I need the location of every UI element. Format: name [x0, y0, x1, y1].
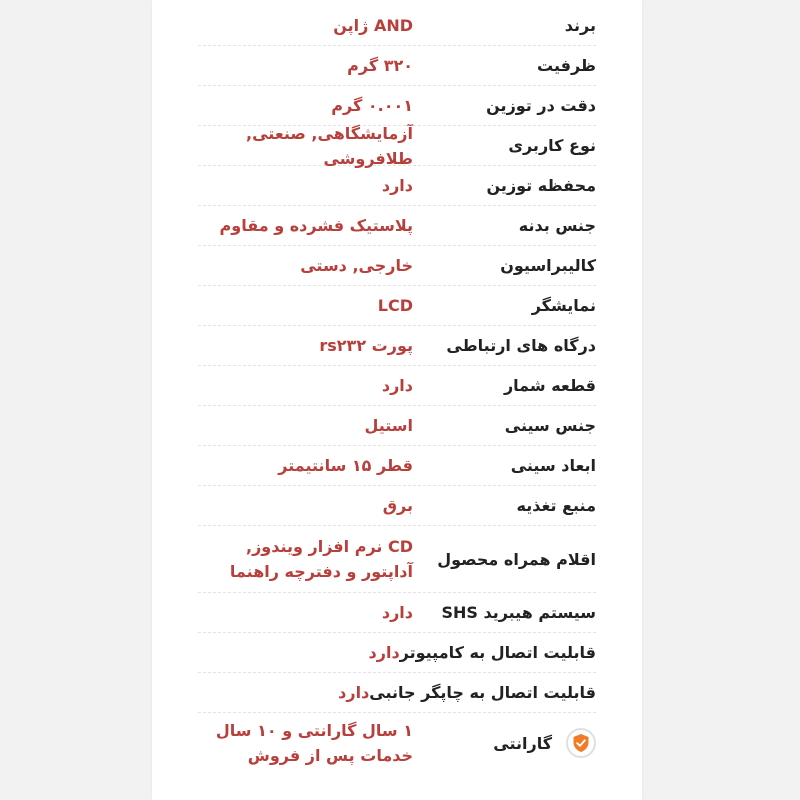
shield-check-icon	[566, 728, 596, 758]
spec-value: قطر ۱۵ سانتیمتر	[278, 456, 413, 475]
spec-row-tray-material	[198, 406, 596, 446]
spec-value: دارد	[338, 683, 370, 702]
spec-value: دارد	[381, 603, 413, 622]
spec-row-calibration	[198, 246, 596, 286]
spec-label: گارانتی	[493, 733, 552, 753]
spec-value: استیل	[364, 416, 413, 435]
spec-label: قطعه شمار	[503, 376, 596, 395]
spec-row-brand	[198, 6, 596, 46]
spec-table	[198, 6, 596, 773]
spec-label: دقت در توزین	[486, 96, 596, 115]
spec-label: محفظه توزین	[486, 176, 596, 195]
spec-row-display	[198, 286, 596, 326]
spec-value: ۳۲۰ گرم	[347, 56, 413, 75]
spec-value: برق	[382, 496, 413, 515]
spec-label: ظرفیت	[537, 56, 596, 75]
spec-label: برند	[564, 16, 596, 35]
spec-label: ابعاد سینی	[510, 456, 596, 475]
spec-label: جنس بدنه	[518, 216, 596, 235]
spec-value: LCD	[377, 296, 413, 315]
spec-row-included-items	[198, 526, 596, 593]
spec-label: منبع تغذیه	[516, 496, 596, 515]
spec-row-hybrid-system	[198, 593, 596, 633]
product-specs-card	[152, 0, 642, 800]
spec-row-usage-type	[198, 123, 596, 168]
spec-row-computer-connection	[198, 633, 596, 673]
spec-row-weighing-chamber	[198, 166, 596, 206]
spec-value: دارد	[381, 176, 413, 195]
spec-label: نوع کاربری	[508, 136, 596, 155]
warranty-label-group	[493, 728, 596, 758]
spec-value: خارجی, دستی	[300, 256, 413, 275]
spec-label: نمایشگر	[531, 296, 596, 315]
spec-row-printer-connection	[198, 673, 596, 713]
spec-row-tray-dimensions	[198, 446, 596, 486]
spec-value: دارد	[381, 376, 413, 395]
spec-value: AND ژاپن	[333, 16, 413, 35]
spec-label: قابلیت اتصال به کامپیوتر	[399, 643, 596, 662]
spec-label: کالیبراسیون	[500, 256, 596, 275]
spec-value: ۰.۰۰۱ گرم	[331, 96, 413, 115]
spec-row-power-source	[198, 486, 596, 526]
spec-value: پلاستیک فشرده و مقاوم	[219, 216, 413, 235]
spec-row-capacity	[198, 46, 596, 86]
spec-value: دارد	[368, 643, 400, 662]
spec-row-ports	[198, 326, 596, 366]
spec-row-warranty	[198, 713, 596, 773]
spec-value: آزمایشگاهی, صنعتی, طلافروشی	[246, 123, 413, 168]
spec-row-body-material	[198, 206, 596, 246]
spec-label: قابلیت اتصال به چاپگر جانبی	[369, 683, 596, 702]
spec-value: CD نرم افزار ویندوز, آداپتور و دفترچه راهنما	[229, 537, 413, 581]
spec-label: جنس سینی	[504, 416, 596, 435]
spec-label: درگاه های ارتباطی	[446, 336, 596, 355]
spec-label: اقلام همراه محصول	[437, 549, 596, 569]
spec-label: سیستم هیبرید SHS	[441, 603, 596, 622]
spec-value: ۱ سال گارانتی و ۱۰ سال خدمات پس از فروش	[215, 721, 413, 765]
spec-row-piece-counter	[198, 366, 596, 406]
spec-value: پورت rs۲۳۲	[319, 336, 413, 355]
